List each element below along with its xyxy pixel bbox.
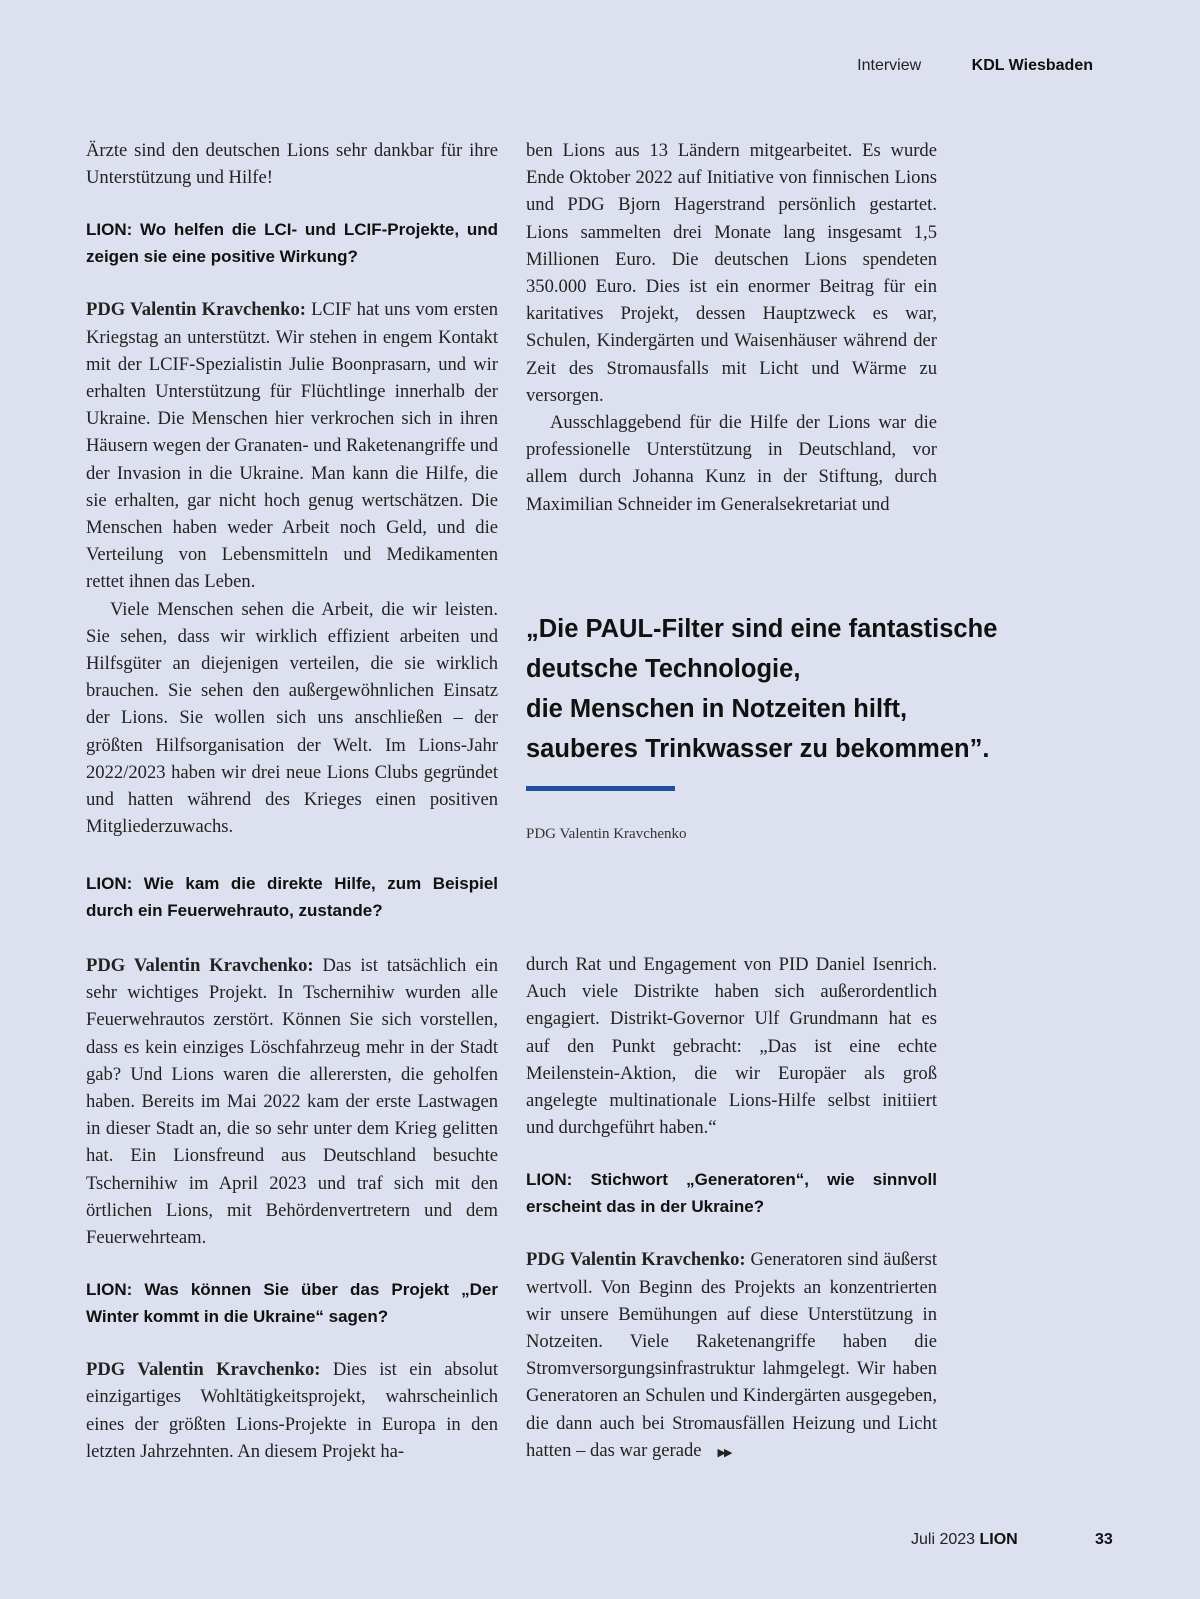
speaker-name: PDG Valentin Kravchenko: (86, 955, 314, 976)
interview-question: LION: Was können Sie über das Projekt „Der Winter kommt in die Ukraine“ sagen? (86, 1280, 498, 1326)
header-section: Interview (857, 57, 922, 74)
header-title: KDL Wiesbaden (971, 57, 1093, 74)
interview-question: LION: Wie kam die direkte Hilfe, zum Beispiel durch ein Feuerwehrauto, zustande? (86, 874, 498, 920)
paragraph: ben Lions aus 13 Ländern mitgearbeitet. Es wurde Ende Oktober 2022 auf Initiative von finnischen Lions und PDG Bjorn Hagerstrand persönlich gestartet. Lions sammelten drei Monate lang insgesamt 1,5 Millionen Euro. Die deutschen Lions spendeten 350.000 Euro. Dies ist ein enormer Beitrag für ein karitatives Projekt, dessen Hauptzweck es war, Schulen, Kindergärten und Waisenhäuser während der Zeit des Stromausfalls mit Licht und Wärme zu versorgen. (526, 140, 937, 406)
pull-quote-author: PDG Valentin Kravchenko (526, 826, 687, 842)
footer-issue (911, 1531, 1018, 1549)
answer-text: Das ist tatsächlich ein sehr wichtiges Projekt. In Tschernihiw wurden alle Feuerwehrautos zerstört. Können Sie sich vorstellen, dass es kein einziges Löschfahrzeug mehr in der Stadt gab? Und Lions waren die allerersten, die geholfen haben. Bereits im Mai 2022 kam der erste Lastwagen in dieser Stadt an, die so sehr unter dem Krieg gelitten hat. Ein Lionsfreund aus Deutschland besuchte Tschernihiw im April 2023 und traf sich mit den örtlichen Lions, mit Behördenvertretern und dem Feuerwehrteam. (86, 955, 498, 1249)
page-number: 33 (1095, 1531, 1113, 1548)
continue-arrows-icon: ▶▶ (717, 1445, 731, 1459)
running-header (857, 57, 1093, 75)
column-3 (86, 871, 498, 1465)
column-4 (526, 951, 937, 1466)
answer-paragraph (86, 952, 498, 1251)
speaker-name: PDG Valentin Kravchenko: (86, 299, 306, 321)
pull-quote-divider (526, 786, 675, 791)
paragraph: durch Rat und Engagement von PID Daniel Isenrich. Auch viele Distrikte haben sich außerordentlich engagiert. Distrikt-Governor Ulf Grundmann hat es auf den Punkt gebracht: „Das ist eine echte Meilenstein-Aktion, die wir Europäer als groß angelegte multinationale Lions-Hilfe selbst initiiert und durchgeführt haben.“ (526, 954, 937, 1139)
pull-quote-line: deutsche Technologie, (526, 655, 801, 683)
paragraph: Viele Menschen sehen die Arbeit, die wir leisten. Sie sehen, dass wir wirklich effizient arbeiten und Hilfsgüter an diejenigen verteilen, die sie wirklich brauchen. Sie sehen den außergewöhnlichen Einsatz der Lions. Sie wollen sich uns anschließen – der größten Hilfsorganisation der Welt. Im Lions-Jahr 2022/2023 haben wir drei neue Lions Clubs gegründet und hatten während des Krieges einen positiven Mitgliederzuwachs. (86, 598, 498, 838)
answer-text: Dies ist ein absolut einzigartiges Wohltätigkeitsprojekt, wahrscheinlich eines der größten Lions-Projekte in Europa in den letzten Jahrzehnten. An diesem Projekt ha- (86, 1359, 498, 1462)
footer-date: Juli 2023 (911, 1531, 976, 1548)
interview-question: LION: Stichwort „Generatoren“, wie sinnvoll erscheint das in der Ukraine? (526, 1170, 937, 1216)
pull-quote (526, 609, 997, 769)
paragraph: Ausschlaggebend für die Hilfe der Lions war die professionelle Unterstützung in Deutschland, vor allem durch Johanna Kunz in der Stiftung, durch Maximilian Schneider im Generalsekretariat und (526, 412, 937, 515)
speaker-name: PDG Valentin Kravchenko: (86, 1359, 321, 1381)
column-1 (86, 137, 498, 840)
pull-quote-line: die Menschen in Notzeiten hilft, (526, 695, 908, 723)
interview-question: LION: Wo helfen die LCI- und LCIF-Projekte, und zeigen sie eine positive Wirkung? (86, 220, 498, 266)
answer-paragraph (526, 1246, 937, 1466)
pull-quote-line: sauberes Trinkwasser zu bekommen”. (526, 735, 990, 763)
pull-quote-line: „Die PAUL-Filter sind eine fantastische (526, 615, 998, 643)
paragraph: Ärzte sind den deutschen Lions sehr dankbar für ihre Unterstützung und Hilfe! (86, 140, 498, 189)
answer-paragraph (86, 1356, 498, 1465)
answer-paragraph (86, 296, 498, 595)
speaker-name: PDG Valentin Kravchenko: (526, 1249, 746, 1271)
answer-text: LCIF hat uns vom ersten Kriegstag an unterstützt. Wir stehen in engem Kontakt mit der LCIF-Spezialistin Julie Boonprasarn, und wir erhalten Unterstützung für Flüchtlinge innerhalb der Ukraine. Die Menschen hier verkrochen sich in ihren Häusern wegen der Granaten- und Raketenangriffe und der Invasion in die Ukraine. Man kann die Hilfe, die sie erhalten, gar nicht hoch genug wertschätzen. Die Menschen haben weder Arbeit noch Geld, und die Verteilung von Lebensmitteln und Medikamenten rettet ihnen das Leben. (86, 299, 498, 593)
footer-brand: LION (979, 1531, 1018, 1548)
column-2 (526, 137, 937, 518)
answer-text: Generatoren sind äußerst wertvoll. Von Beginn des Projekts an konzentrierten wir unsere Bemühungen auf diese Unterstützung in Notzeiten. Viele Raketenangriffe haben die Stromversorgungsinfrastruktur lahmgelegt. Wir haben Generatoren an Schulen und Kindergärten ausgegeben, die dann auch bei Stromausfällen Heizung und Licht hatten – das war gerade (526, 1249, 938, 1461)
